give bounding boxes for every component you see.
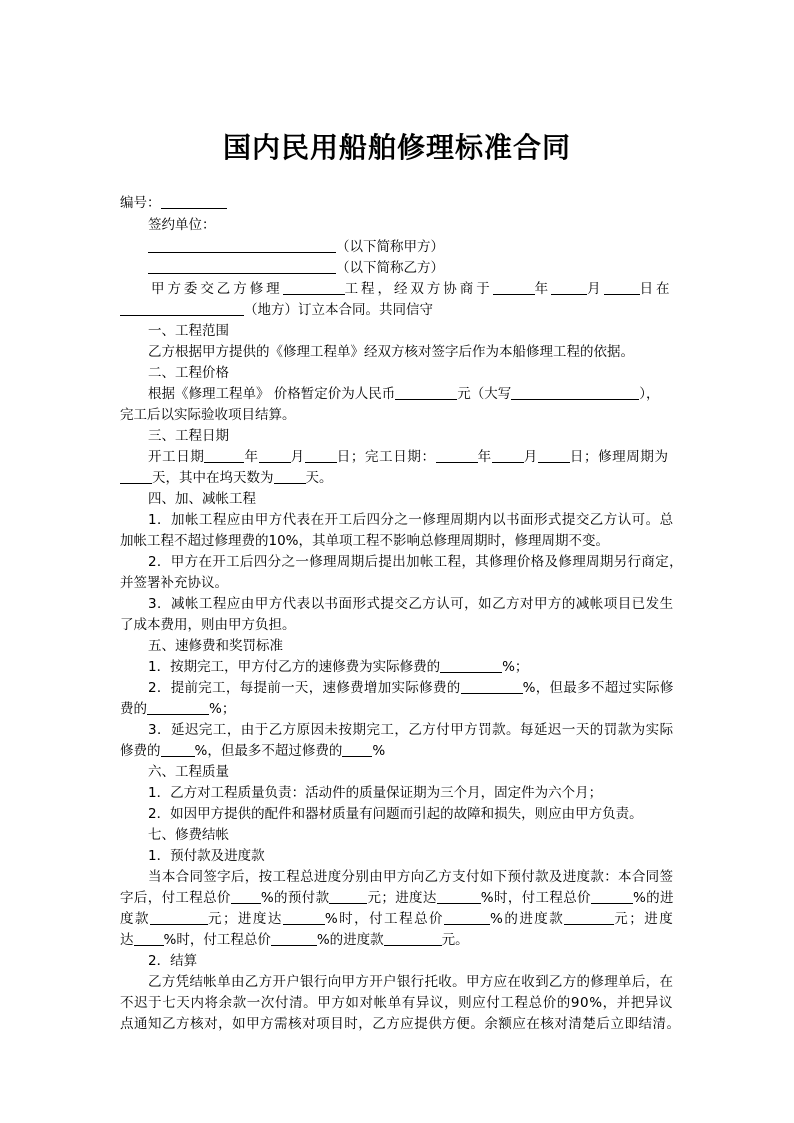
line-text: 乙方凭结帐单由乙方开户银行向甲方开户银行托收。甲方应在收到乙方的修理单后，在 — [148, 974, 674, 990]
line-text: 签约单位： — [148, 217, 216, 233]
contract-line — [148, 825, 229, 845]
contract-line — [148, 384, 660, 404]
blank-field — [120, 469, 152, 484]
contract-line — [120, 993, 673, 1013]
contract-line — [120, 930, 469, 950]
contract-line — [148, 426, 229, 446]
line-text: %； — [502, 659, 529, 675]
line-text: 元。 — [441, 932, 469, 948]
line-text: 四、加、减帐工程 — [148, 491, 256, 507]
line-text: 元（大写 — [457, 386, 512, 402]
blank-field — [283, 280, 345, 295]
blank-field — [384, 931, 442, 946]
line-text: 三、工程日期 — [148, 428, 229, 444]
contract-line — [148, 678, 674, 698]
blank-field — [161, 742, 195, 757]
line-text: 3．延迟完工，由于乙方原因未按期完工，乙方付甲方罚款。每延迟一天的罚款为实际 — [148, 722, 674, 738]
blank-field — [147, 700, 209, 715]
blank-field — [148, 259, 336, 274]
line-text: %的进度款 — [316, 932, 384, 948]
line-text: 根据《修理工程单》 价格暂定价为人民币 — [148, 386, 396, 402]
blank-field — [271, 931, 317, 946]
contract-line — [120, 909, 674, 929]
blank-field — [461, 679, 523, 694]
line-text: 甲方委交乙方修理 — [151, 281, 283, 297]
contract-line — [148, 489, 256, 509]
line-text: 2．甲方在开工后四分之一修理周期后提出加帐工程，其修理价格及修理周期另行商定， — [148, 554, 683, 570]
blank-field — [604, 280, 640, 295]
contract-line — [120, 1014, 681, 1034]
line-text: 点通知乙方核对，如甲方需核对项目时，乙方应提供方便。余额应在核对清楚后立即结清。 — [120, 1016, 681, 1032]
line-text: %时，付工程总价 — [480, 890, 591, 906]
line-text: 费的 — [120, 701, 147, 717]
blank-field — [274, 469, 306, 484]
contract-line — [148, 594, 674, 614]
line-text: 月 — [523, 449, 538, 465]
line-text: 字后，付工程总价 — [120, 890, 231, 906]
line-text: 年 — [534, 281, 552, 297]
blank-field — [395, 385, 457, 400]
line-text: 日在 — [639, 281, 673, 297]
line-text: 度款 — [120, 911, 150, 927]
contract-line — [148, 804, 643, 824]
line-text: %的进度款 — [490, 911, 565, 927]
contract-line — [120, 615, 296, 635]
line-text: 工程，经双方协商于 — [344, 281, 493, 297]
line-text: 乙方根据甲方提供的《修理工程单》经双方核对签字后作为本船修理工程的依据。 — [148, 344, 634, 360]
blank-field — [436, 448, 478, 463]
line-text: 了成本费用，则由甲方负担。 — [120, 617, 296, 633]
contract-line — [148, 720, 674, 740]
blank-field — [511, 385, 639, 400]
line-text: 元；进度 — [614, 911, 675, 927]
line-text: 天。 — [305, 470, 333, 486]
line-text: % — [372, 743, 386, 759]
blank-field — [305, 448, 337, 463]
blank-field — [150, 910, 208, 925]
line-text: %的预付款 — [260, 890, 330, 906]
line-text: 日；完工日期： — [336, 449, 436, 465]
line-text: 完工后以实际验收项目结算。 — [120, 407, 296, 423]
line-text: 月 — [290, 449, 305, 465]
blank-field — [493, 280, 535, 295]
line-text: 1．预付款及进度款 — [148, 848, 265, 864]
line-text: 年 — [244, 449, 259, 465]
contract-line — [151, 279, 672, 299]
blank-field — [564, 910, 614, 925]
blank-field — [231, 889, 261, 904]
line-text: %，但最多不超过实际修 — [522, 680, 674, 696]
blank-field — [134, 931, 164, 946]
contract-line — [148, 363, 229, 383]
blank-field — [329, 889, 367, 904]
blank-field — [342, 742, 372, 757]
contract-line — [120, 888, 674, 908]
contract-line — [120, 699, 235, 719]
line-text: 开工日期 — [148, 449, 205, 465]
line-text: 并签署补充协议。 — [120, 575, 228, 591]
line-text: 天，其中在坞天数为 — [152, 470, 274, 486]
line-text: 1．乙方对工程质量负责：活动件的质量保证期为三个月，固定件为六个月； — [148, 785, 603, 801]
contract-line — [148, 783, 602, 803]
blank-field — [591, 889, 633, 904]
contract-line — [120, 531, 609, 551]
blank-field — [148, 238, 336, 253]
line-text: （地方）订立本合同。共同信守 — [244, 302, 433, 318]
blank-field — [538, 448, 570, 463]
contract-line — [148, 510, 674, 530]
contract-line — [120, 741, 385, 761]
contract-line — [120, 468, 333, 488]
blank-field — [161, 194, 227, 209]
line-text: 加帐工程不超过修理费的10%，其单项工程不影响总修理周期时，修理周期不变。 — [120, 533, 610, 549]
blank-field — [120, 301, 244, 316]
line-text: 六、工程质量 — [148, 764, 229, 780]
line-text: 年 — [477, 449, 492, 465]
contract-line — [148, 447, 669, 467]
line-text: 元；进度达 — [207, 911, 283, 927]
line-text: 1．按期完工，甲方付乙方的速修费为实际修费的 — [148, 659, 441, 675]
line-text: %，但最多不超过修费的 — [194, 743, 343, 759]
line-text: 达 — [120, 932, 134, 948]
line-text: 七、修费结帐 — [148, 827, 229, 843]
line-text: 2．提前完工，每提前一天，速修费增加实际修费的 — [148, 680, 461, 696]
contract-line — [148, 258, 444, 278]
line-text: 当本合同签字后，按工程总进度分别由甲方向乙方支付如下预付款及进度款：本合同签 — [148, 869, 674, 885]
line-text: 五、速修费和奖罚标准 — [148, 638, 283, 654]
blank-field — [437, 889, 481, 904]
contract-line — [148, 636, 283, 656]
contract-line — [148, 846, 265, 866]
page-title: 国内民用船舶修理标准合同 — [222, 131, 571, 164]
blank-field — [259, 448, 291, 463]
contract-line — [148, 215, 216, 235]
contract-line — [148, 867, 673, 887]
contract-line — [120, 193, 227, 213]
line-text: 二、工程价格 — [148, 365, 229, 381]
contract-line — [148, 951, 197, 971]
line-text: （以下简称乙方） — [336, 260, 444, 276]
line-text: 修费的 — [120, 743, 161, 759]
blank-field — [283, 910, 325, 925]
contract-line — [148, 657, 528, 677]
line-text: 3．减帐工程应由甲方代表以书面形式提交乙方认可，如乙方对甲方的减帐项目已发生 — [148, 596, 674, 612]
line-text: 元；进度达 — [367, 890, 437, 906]
line-text: ）， — [639, 386, 660, 402]
line-text: %； — [209, 701, 236, 717]
contract-line — [148, 972, 673, 992]
contract-line — [120, 405, 296, 425]
line-text: 2．结算 — [148, 953, 198, 969]
contract-line — [148, 342, 634, 362]
blank-field — [444, 910, 490, 925]
blank-field — [440, 658, 502, 673]
contract-line — [148, 552, 683, 572]
line-text: %时，付工程总价 — [324, 911, 445, 927]
line-text: 月 — [587, 281, 604, 297]
blank-field — [551, 280, 587, 295]
line-text: 1．加帐工程应由甲方代表在开工后四分之一修理周期内以书面形式提交乙方认可。总 — [148, 512, 674, 528]
line-text: （以下简称甲方） — [336, 239, 444, 255]
line-text: 2．如因甲方提供的配件和器材质量有问题而引起的故障和损失，则应由甲方负责。 — [148, 806, 643, 822]
line-text: 编号： — [120, 195, 161, 211]
contract-line — [148, 237, 444, 257]
blank-field — [492, 448, 524, 463]
line-text: %时，付工程总价 — [163, 932, 271, 948]
contract-line — [148, 762, 229, 782]
blank-field — [204, 448, 244, 463]
contract-line — [148, 321, 229, 341]
contract-line — [120, 300, 433, 320]
line-text: 日；修理周期为 — [569, 449, 669, 465]
line-text: 不迟于七天内将余款一次付清。甲方如对帐单有异议，则应付工程总价的90%，并把异议 — [120, 995, 674, 1011]
line-text: %的进 — [632, 890, 674, 906]
contract-line — [120, 573, 228, 593]
line-text: 一、工程范围 — [148, 323, 229, 339]
